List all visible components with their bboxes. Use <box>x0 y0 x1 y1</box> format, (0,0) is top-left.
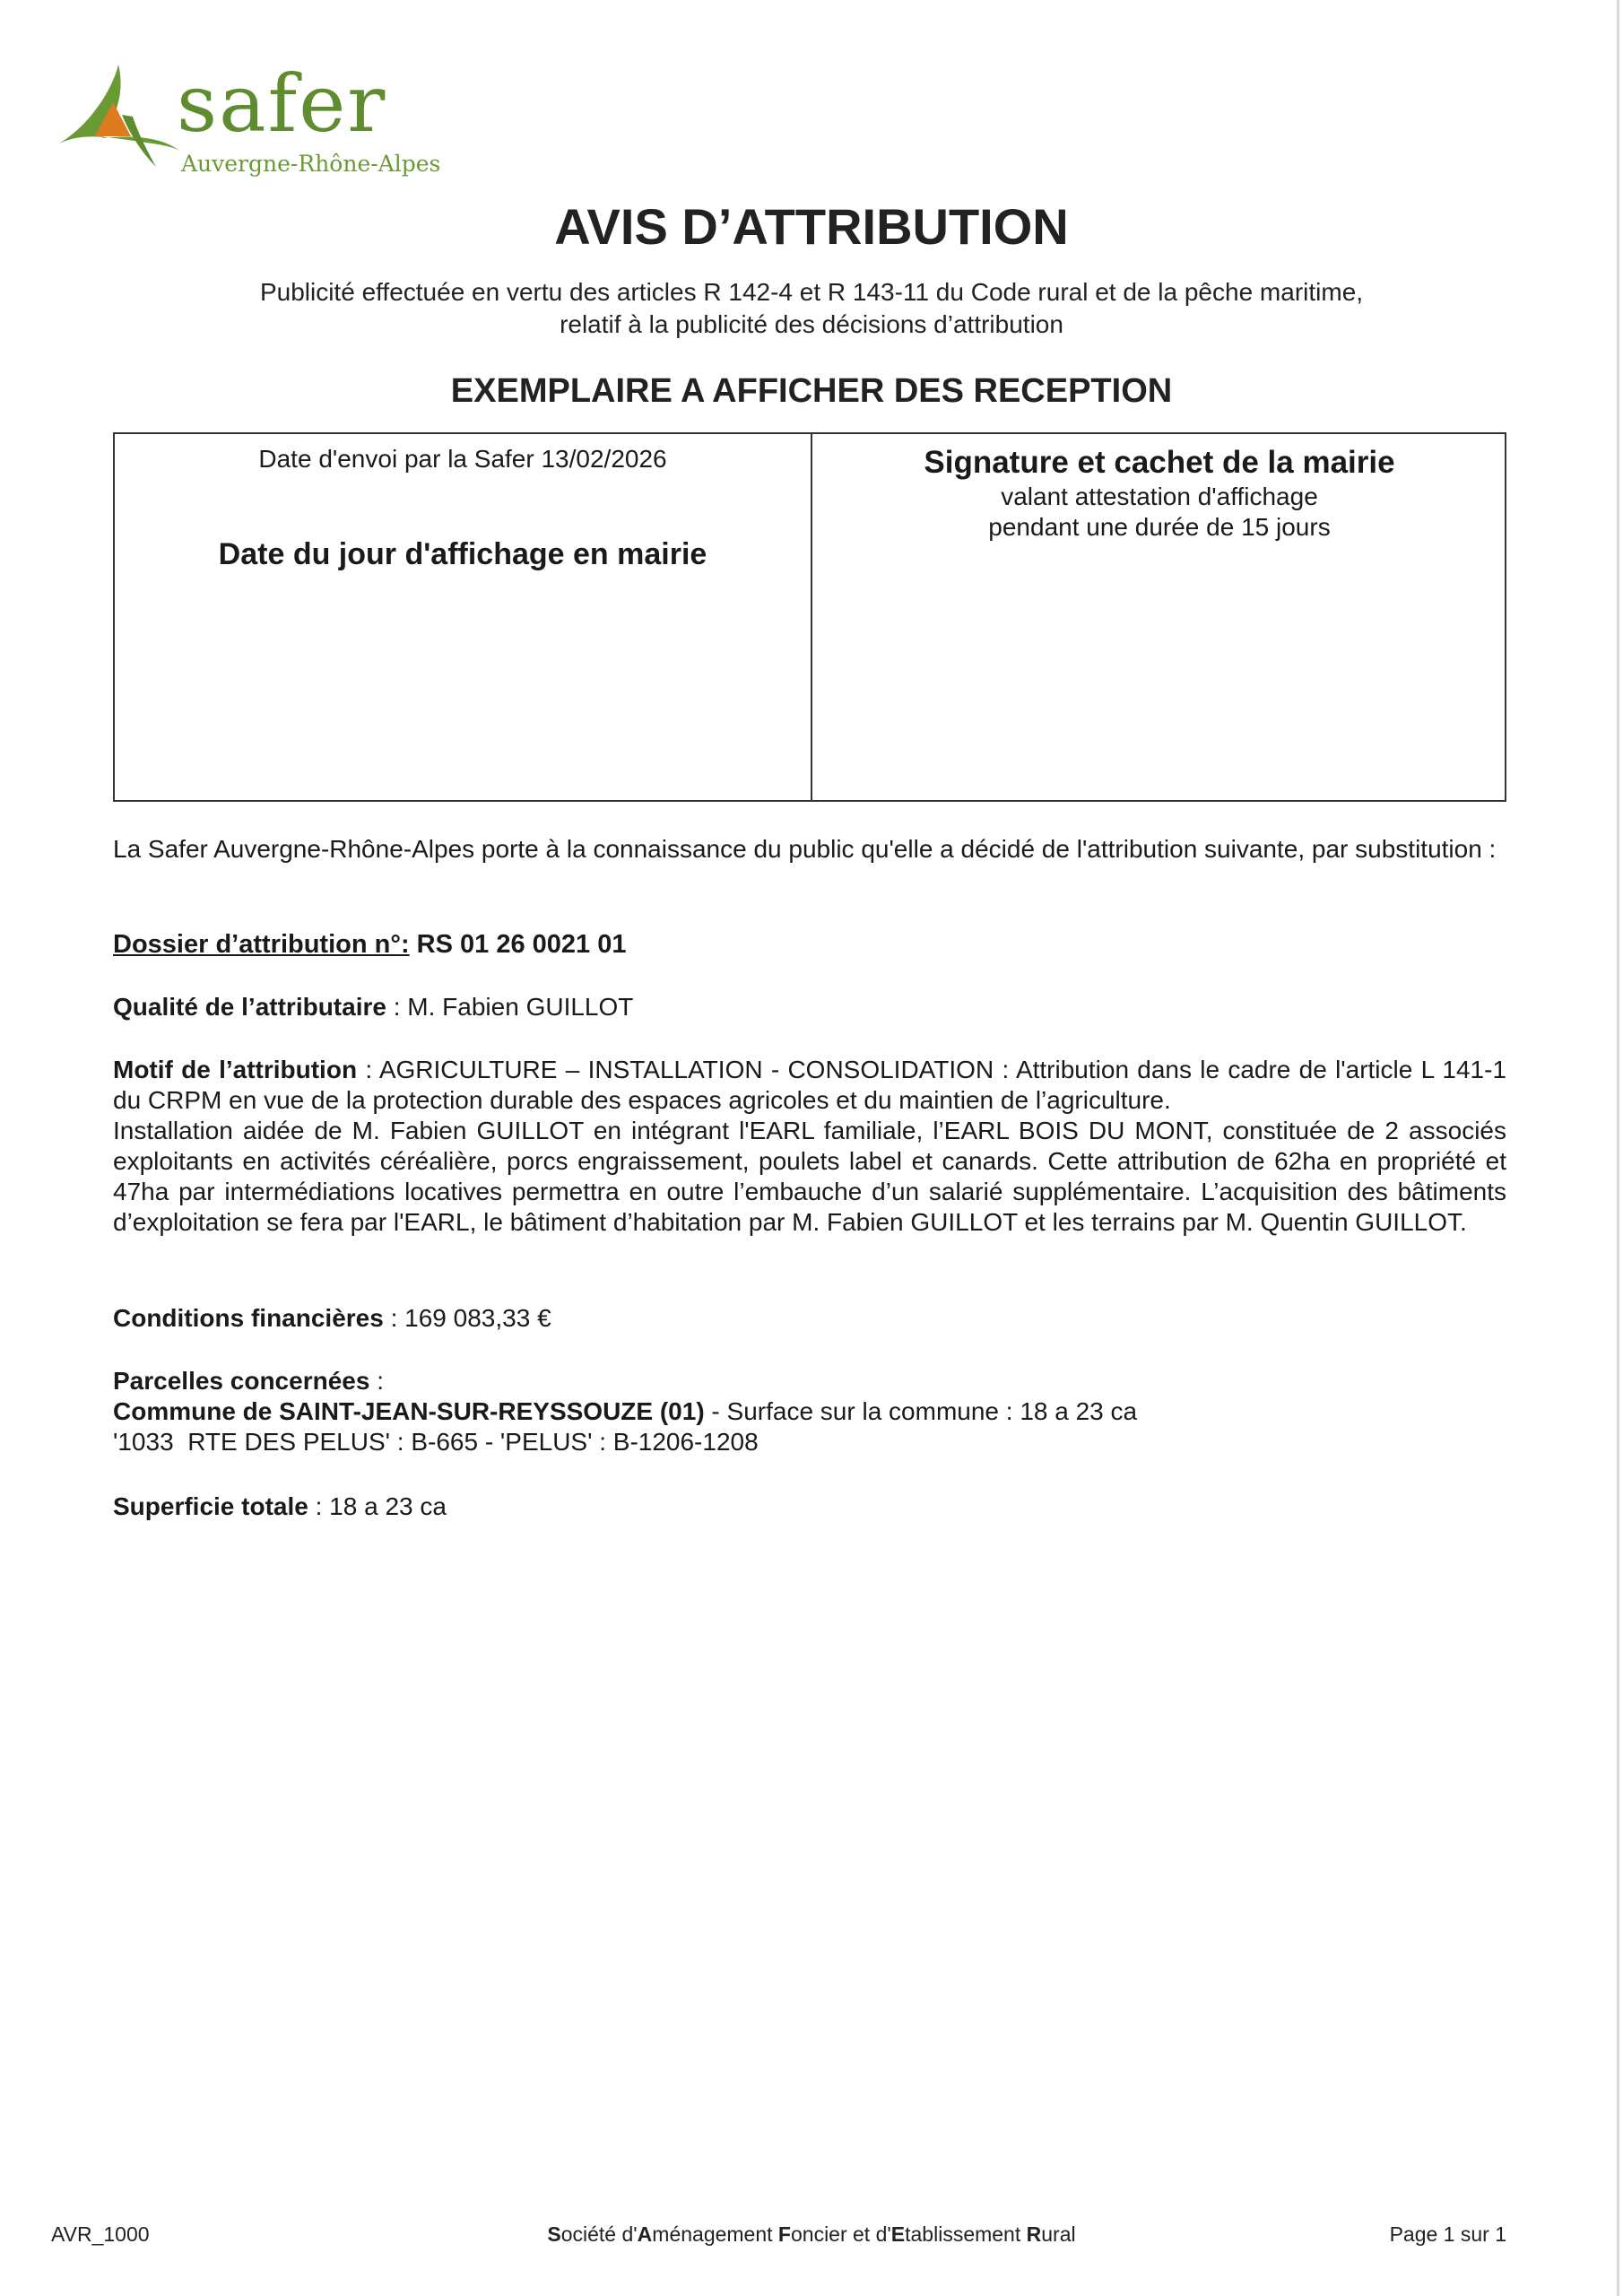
parcelles-section <box>113 1366 1506 1457</box>
dossier-label: Dossier d’attribution n°: <box>113 930 410 959</box>
logo-region: Auvergne-Rhône-Alpes <box>181 151 441 177</box>
subtitle-line-1: Publicité effectuée en vertu des articles R 142-4 et R 143-11 du Code rural et de la pêche maritime, <box>259 278 1364 306</box>
footer-initial: S <box>547 2222 561 2246</box>
safer-logo <box>56 57 468 196</box>
footer-text: ociété d' <box>560 2222 638 2246</box>
dossier-line <box>113 929 1506 960</box>
signature-line-1: valant attestation d'affichage <box>1001 483 1318 510</box>
date-affichage-label: Date du jour d'affichage en mairie <box>218 537 707 571</box>
footer-initial: R <box>1026 2222 1042 2246</box>
conditions-line <box>113 1303 1506 1334</box>
intro-paragraph: La Safer Auvergne-Rhône-Alpes porte à la connaissance du public qu'elle a décidé de l'attribution suivante, par substitution : <box>113 835 1497 863</box>
date-envoi: Date d'envoi par la Safer 13/02/2026 <box>258 445 667 473</box>
qualite-value: : M. Fabien GUILLOT <box>386 993 634 1021</box>
motif-text-2: Installation aidée de M. Fabien GUILLOT en intégrant l'EARL familiale, l’EARL BOIS DU MONT, constituée de 2 associés exploitants en activités céréalière, porcs engraissement, poulets label et canards. Cette attribution de 62ha en propriété et 47ha par intermédiations locatives permettra en outre l’embauche d’un salarié supplémentaire. L’acquisition des bâtiments d’exploitation se fera par l'EARL, le bâtiment d’habitation par M. Fabien GUILLOT et les terrains par M. Quentin GUILLOT. <box>113 1117 1506 1236</box>
affichage-date-cell <box>115 434 811 800</box>
footer-page-number: Page 1 sur 1 <box>1389 2222 1506 2246</box>
parcelles-label: Parcelles concernées <box>113 1367 370 1395</box>
footer-initial: A <box>637 2222 653 2246</box>
footer-text: oncier et d' <box>790 2222 891 2246</box>
footer-initial: F <box>777 2222 791 2246</box>
dossier-number: RS 01 26 0021 01 <box>416 930 627 959</box>
superficie-value: : 18 a 23 ca <box>308 1492 447 1520</box>
footer-text: tablissement <box>905 2222 1027 2246</box>
motif-label: Motif de l’attribution <box>113 1056 358 1083</box>
footer-reference: AVR_1000 <box>51 2222 150 2246</box>
motif-paragraph <box>113 1055 1506 1238</box>
motif-first-block <box>113 1055 1506 1116</box>
qualite-label: Qualité de l’attributaire <box>113 993 386 1021</box>
superficie-line <box>113 1492 1506 1522</box>
safer-logo-icon <box>56 61 181 169</box>
footer-text: ménagement <box>652 2222 778 2246</box>
signature-line-2: pendant une durée de 15 jours <box>988 513 1331 541</box>
parcelles-detail: '1033 RTE DES PELUS' : B-665 - 'PELUS' : B-1206-1208 <box>113 1428 759 1456</box>
motif-text-1: : AGRICULTURE – INSTALLATION - CONSOLIDATION : Attribution dans le cadre de l'article L 141-1 du CRPM en vue de la protection durable des espaces agricoles et du maintien de l’agriculture. <box>113 1056 1507 1114</box>
exemplaire-heading: EXEMPLAIRE A AFFICHER DES RECEPTION <box>450 372 1173 410</box>
conditions-label: Conditions financières <box>113 1304 384 1332</box>
parcelles-heading <box>113 1366 1506 1396</box>
commune-line <box>113 1396 1506 1427</box>
affichage-box <box>113 432 1506 802</box>
signature-title: Signature et cachet de la mairie <box>924 445 1395 480</box>
qualite-line <box>113 992 1506 1022</box>
footer-organisation <box>0 2222 1623 2247</box>
page-title: AVIS D’ATTRIBUTION <box>554 198 1069 255</box>
commune-surface: - Surface sur la commune : 18 a 23 ca <box>704 1397 1138 1425</box>
signature-cell <box>812 434 1506 800</box>
logo-wordmark: safer <box>177 57 387 150</box>
footer-text: ural <box>1041 2222 1076 2246</box>
subtitle-line-2: relatif à la publicité des décisions d’attribution <box>560 310 1063 338</box>
legal-subtitle <box>0 276 1623 341</box>
parcelles-suffix: : <box>369 1367 384 1395</box>
footer-initial: E <box>890 2222 906 2246</box>
superficie-label: Superficie totale <box>113 1492 308 1520</box>
commune-name: Commune de SAINT-JEAN-SUR-REYSSOUZE (01) <box>113 1397 705 1425</box>
page-edge <box>1617 0 1619 2296</box>
conditions-value: : 169 083,33 € <box>383 1304 551 1332</box>
